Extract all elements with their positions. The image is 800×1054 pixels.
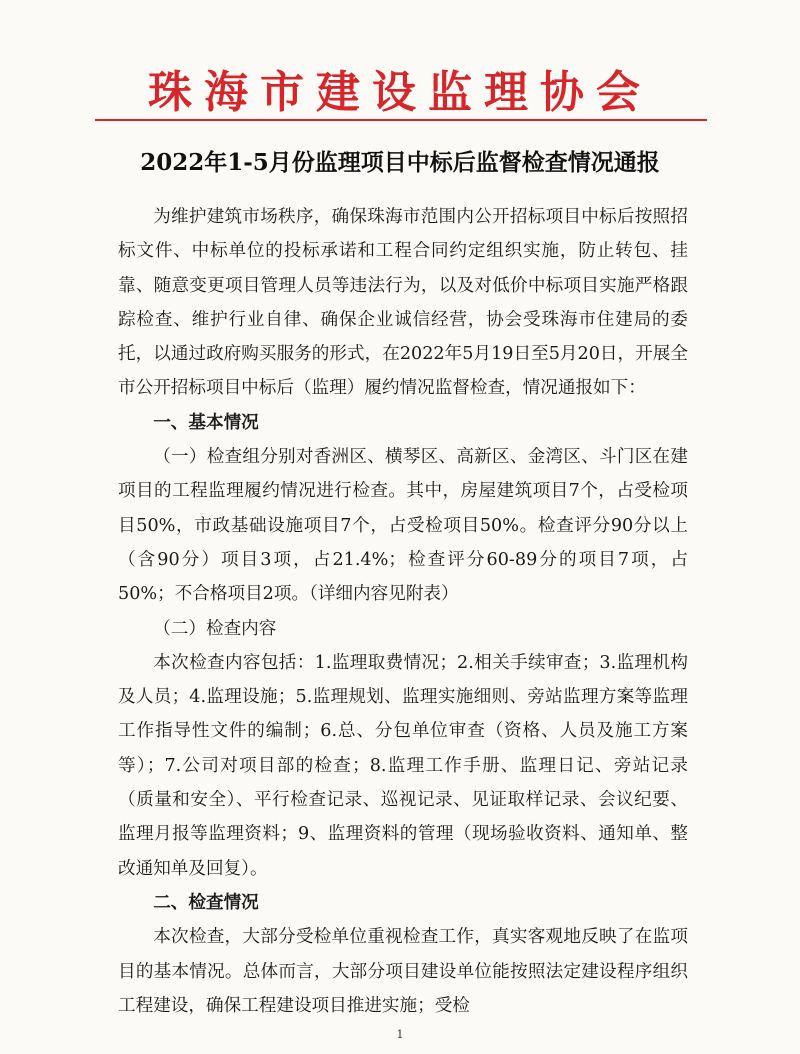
section-1-paragraph-2: 本次检查内容包括：1.监理取费情况；2.相关手续审查；3.监理机构及人员；4.监理设施；5.监理规划、监理实施细则、旁站监理方案等监理工作指导性文件的编制；6.总、分包单位审查（资格、人员及施工方案等）；7.公司对项目部的检查；8.监理工作手册、监理日记、旁站记录（质量和安全）、平行检查记录、巡视记录、见证取样记录、会议纪要、监理月报等监理资料；9、监理资料的管理（现场验收资料、通知单、整改通知单及回复）。 bbox=[118, 652, 688, 879]
document-body bbox=[118, 200, 688, 1023]
page-number: 1 bbox=[396, 1028, 404, 1041]
section-2-heading: 二、检查情况 bbox=[153, 891, 259, 913]
document-title: 2022年1-5月份监理项目中标后监督检查情况通报 bbox=[140, 149, 660, 176]
intro-paragraph: 为维护建筑市场秩序，确保珠海市范围内公开招标项目中标后按照招标文件、中标单位的投标承诺和工程合同约定组织实施，防止转包、挂靠、随意变更项目管理人员等违法行为，以及对低价中标项目实施严格跟踪检查、维护行业自律、确保企业诚信经营，协会受珠海市住建局的委托，以通过政府购买服务的形式，在2022年5月19日至5月20日，开展全市公开招标项目中标后（监理）履约情况监督检查，情况通报如下： bbox=[118, 207, 688, 399]
section-1-subheading-2: （二）检查内容 bbox=[153, 618, 277, 639]
letterhead-org-name: 珠海市建设监理协会 bbox=[148, 67, 652, 118]
letterhead-red-rule bbox=[95, 119, 707, 121]
section-2-paragraph-1: 本次检查，大部分受检单位重视检查工作，真实客观地反映了在监项目的基本情况。总体而言，大部分项目建设单位能按照法定建设程序组织工程建设，确保工程建设项目推进实施；受检 bbox=[118, 927, 688, 1016]
section-1-paragraph-1: （一）检查组分别对香洲区、横琴区、高新区、金湾区、斗门区在建项目的工程监理履约情况进行检查。其中，房屋建筑项目7个，占受检项目50%，市政基础设施项目7个，占受检项目50%。检查评分90分以上（含90分）项目3项，占21.4%；检查评分60-89分的项目7项，占50%；不合格项目2项。（详细内容见附表） bbox=[118, 447, 688, 605]
section-1-heading: 一、基本情况 bbox=[153, 411, 259, 433]
